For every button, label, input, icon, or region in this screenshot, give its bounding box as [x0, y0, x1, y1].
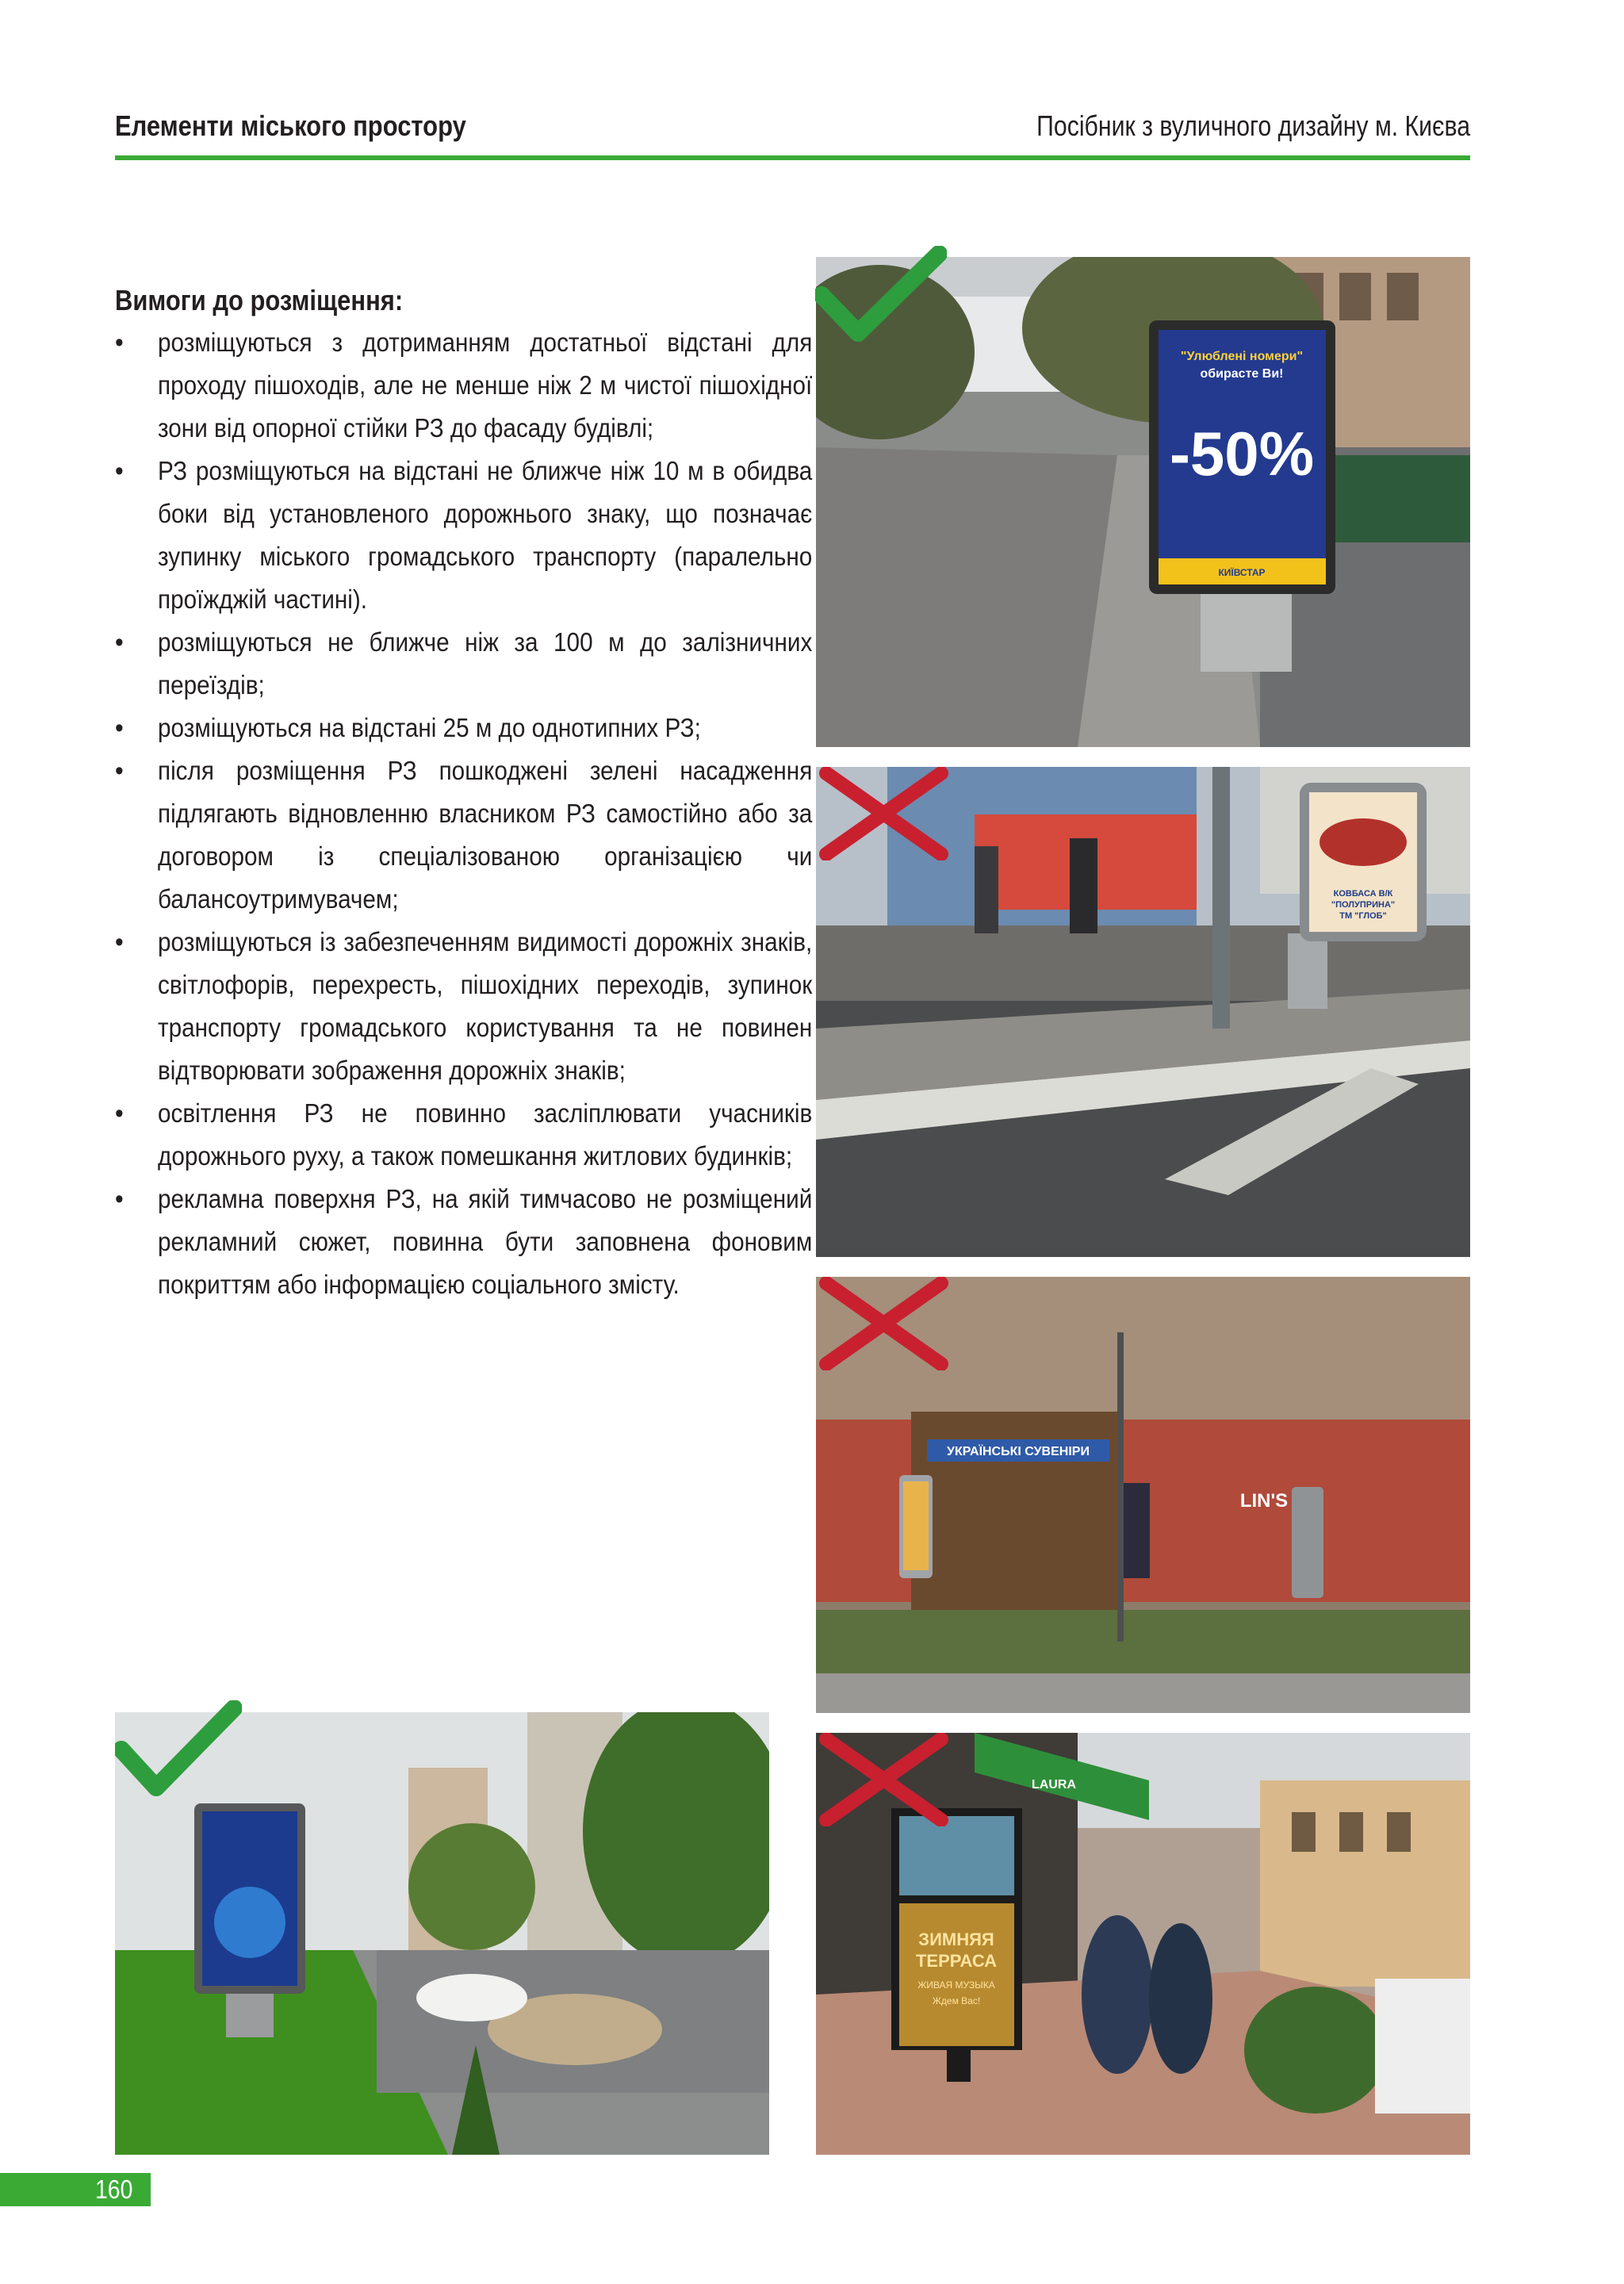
section-title: Вимоги до розміщення: [115, 284, 404, 316]
list-item: • освітлення РЗ не повинно засліплювати учасників дорожнього руху, а також помешкання житлових будинків; [115, 1092, 812, 1178]
check-icon [115, 1700, 242, 1803]
header-rule [115, 155, 1470, 160]
cross-icon [818, 1277, 949, 1370]
billboard-ad-line-3: ТМ "ГЛОБ" [1339, 911, 1387, 921]
billboard-ad-line-1: КОВБАСА В/К [1333, 889, 1393, 899]
billboard-sign-line-1: "Улюблені номери" [1180, 350, 1304, 363]
cross-icon [818, 767, 949, 860]
list-item: • РЗ розміщуються на відстані не ближче ніж 10 м в обидва боки від установленого дорожнього знаку, що позначає зупинку міського громадського транспорту (паралельно проїжджій частині). [115, 450, 812, 621]
billboard-brand: КИЇВСТАР [1218, 567, 1266, 578]
list-item: • розміщуються не ближче ніж за 100 м до залізничних переїздів; [115, 621, 812, 707]
list-item: • розміщуються на відстані 25 м до однотипних РЗ; [115, 707, 812, 749]
ad-line-3: ЖИВАЯ МУЗЫКА [917, 1979, 995, 1991]
list-item: • після розміщення РЗ пошкоджені зелені насадження підлягають відновленню власником РЗ самостійно або за договором із спеціалізованою організацією чи балансоутримувачем; [115, 749, 812, 921]
check-icon [815, 246, 947, 349]
billboard-ad-line-2: "ПОЛУПРИНА" [1331, 900, 1396, 910]
store-sign: LIN'S [1239, 1490, 1289, 1512]
requirements-list [115, 321, 813, 1306]
ad-line-4: Ждем Вас! [932, 1995, 981, 2006]
list-item: • розміщуються із забезпеченням видимості дорожніх знаків, світлофорів, перехресть, пішохідних переходів, зупинок транспорту громадського користування та не повинен відтворювати зображення дорожніх знаків; [115, 921, 812, 1092]
cross-icon [818, 1733, 949, 1826]
billboard-discount: -50% [1169, 419, 1315, 489]
list-item: • рекламна поверхня РЗ, на якій тимчасово не розміщений рекламний сюжет, повинна бути заповнена фоновим покриттям або інформацією соціального змісту. [115, 1178, 812, 1306]
ad-line-1: ЗИМНЯЯ [918, 1930, 994, 1949]
running-header-section: Елементи міського простору [115, 109, 466, 142]
list-item: • розміщуються з дотриманням достатньої відстані для проходу пішоходів, але не менше ніж 2 м чистої пішохідної зони від опорної стійки РЗ до фасаду будівлі; [115, 321, 812, 450]
kiosk-sign: УКРАЇНСЬКІ СУВЕНІРИ [947, 1445, 1090, 1458]
running-header-book-title: Посібник з вуличного дизайну м. Києва [1036, 109, 1470, 142]
page-number: 160 [95, 2175, 133, 2204]
billboard-sign-line-2: обирасте Ви! [1200, 367, 1284, 381]
shop-sign: LAURA [1032, 1778, 1076, 1792]
ad-line-2: ТЕРРАСА [915, 1951, 998, 1971]
